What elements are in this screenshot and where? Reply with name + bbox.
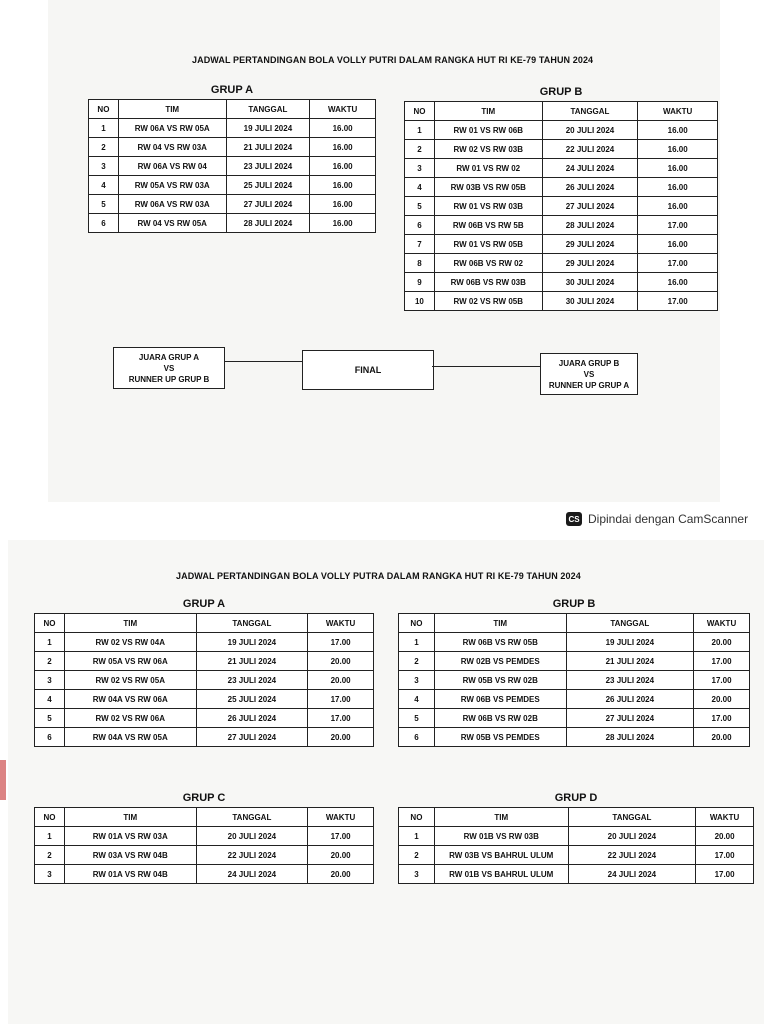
cell-no: 6	[35, 728, 65, 747]
column-header-tanggal: TANGGAL	[568, 808, 696, 827]
cell-waktu: 16.00	[310, 119, 376, 138]
cell-waktu: 20.00	[308, 846, 374, 865]
cell-no: 9	[405, 273, 435, 292]
table-row	[35, 709, 374, 728]
column-header-waktu: WAKTU	[308, 808, 374, 827]
cell-tanggal: 25 JULI 2024	[196, 690, 308, 709]
bracket-right-box	[540, 353, 638, 395]
column-header-no: NO	[399, 614, 435, 633]
column-header-tanggal: TANGGAL	[542, 102, 638, 121]
camscanner-icon: CS	[566, 512, 582, 526]
cell-tim: RW 06B VS PEMDES	[434, 690, 566, 709]
table-row	[405, 159, 718, 178]
putri-grup-b-title: GRUP B	[539, 86, 583, 98]
cell-tim: RW 06A VS RW 05A	[118, 119, 226, 138]
column-header-tanggal: TANGGAL	[196, 808, 308, 827]
column-header-no: NO	[89, 100, 119, 119]
cell-tim: RW 02 VS RW 03B	[434, 140, 542, 159]
column-header-waktu: WAKTU	[638, 102, 718, 121]
cell-tanggal: 24 JULI 2024	[542, 159, 638, 178]
table-row	[399, 652, 750, 671]
cell-waktu: 17.00	[308, 827, 374, 846]
cell-no: 1	[405, 121, 435, 140]
cell-waktu: 17.00	[308, 709, 374, 728]
cell-no: 3	[399, 865, 435, 884]
table-row	[399, 728, 750, 747]
cell-no: 5	[35, 709, 65, 728]
putri-grup-b-table	[404, 101, 718, 311]
column-header-waktu: WAKTU	[694, 614, 750, 633]
cell-waktu: 20.00	[308, 865, 374, 884]
cell-tanggal: 21 JULI 2024	[566, 652, 694, 671]
putra-title: JADWAL PERTANDINGAN BOLA VOLLY PUTRA DALAM RANGKA HUT RI KE-79 TAHUN 2024	[176, 571, 581, 581]
cell-tim: RW 01B VS BAHRUL ULUM	[434, 865, 568, 884]
column-header-tim: TIM	[118, 100, 226, 119]
cell-no: 5	[399, 709, 435, 728]
cell-waktu: 20.00	[308, 728, 374, 747]
cell-waktu: 17.00	[638, 292, 718, 311]
cell-no: 5	[405, 197, 435, 216]
cell-tim: RW 04A VS RW 05A	[64, 728, 196, 747]
cell-waktu: 16.00	[310, 214, 376, 233]
column-header-tim: TIM	[434, 808, 568, 827]
cell-waktu: 17.00	[638, 254, 718, 273]
cell-waktu: 17.00	[694, 652, 750, 671]
cell-no: 6	[405, 216, 435, 235]
cell-tim: RW 01A VS RW 03A	[64, 827, 196, 846]
cell-tanggal: 29 JULI 2024	[542, 235, 638, 254]
column-header-no: NO	[399, 808, 435, 827]
cell-no: 1	[35, 827, 65, 846]
camscanner-label: Dipindai dengan CamScanner	[588, 512, 749, 526]
cell-tim: RW 02 VS RW 06A	[64, 709, 196, 728]
cell-waktu: 17.00	[308, 690, 374, 709]
putra-grup-b-title: GRUP B	[552, 598, 596, 610]
cell-waktu: 20.00	[694, 633, 750, 652]
bracket-left-box	[113, 347, 225, 389]
cell-no: 3	[35, 865, 65, 884]
cell-waktu: 16.00	[638, 159, 718, 178]
cell-tim: RW 06B VS RW 02	[434, 254, 542, 273]
table-row	[405, 197, 718, 216]
cell-tanggal: 20 JULI 2024	[568, 827, 696, 846]
table-row	[399, 671, 750, 690]
cell-waktu: 16.00	[310, 195, 376, 214]
cell-waktu: 16.00	[638, 178, 718, 197]
cell-tim: RW 03A VS RW 04B	[64, 846, 196, 865]
cell-waktu: 17.00	[638, 216, 718, 235]
column-header-no: NO	[35, 614, 65, 633]
cell-waktu: 20.00	[694, 728, 750, 747]
cell-no: 1	[399, 633, 435, 652]
bracket-right-line-2: VS	[583, 369, 595, 379]
cell-tim: RW 06B VS RW 05B	[434, 633, 566, 652]
cell-no: 4	[35, 690, 65, 709]
cell-tim: RW 04A VS RW 06A	[64, 690, 196, 709]
cell-no: 3	[399, 671, 435, 690]
column-header-waktu: WAKTU	[310, 100, 376, 119]
cell-waktu: 17.00	[694, 671, 750, 690]
cell-tanggal: 21 JULI 2024	[226, 138, 310, 157]
bracket-right-line-3: RUNNER UP GRUP A	[548, 380, 630, 390]
cell-waktu: 17.00	[696, 865, 754, 884]
cell-waktu: 16.00	[638, 197, 718, 216]
cell-tanggal: 22 JULI 2024	[568, 846, 696, 865]
cell-tanggal: 27 JULI 2024	[196, 728, 308, 747]
table-header-row	[35, 808, 374, 827]
table-row	[35, 827, 374, 846]
table-header-row	[399, 614, 750, 633]
bracket-connector-left	[224, 361, 302, 362]
cell-tanggal: 20 JULI 2024	[542, 121, 638, 140]
cell-tim: RW 06B VS RW 02B	[434, 709, 566, 728]
cell-tanggal: 21 JULI 2024	[196, 652, 308, 671]
cell-waktu: 20.00	[308, 652, 374, 671]
putri-title: JADWAL PERTANDINGAN BOLA VOLLY PUTRI DALAM RANGKA HUT RI KE-79 TAHUN 2024	[192, 55, 594, 65]
column-header-waktu: WAKTU	[696, 808, 754, 827]
cell-tanggal: 26 JULI 2024	[566, 690, 694, 709]
table-row	[35, 633, 374, 652]
cell-tanggal: 25 JULI 2024	[226, 176, 310, 195]
table-header-row	[399, 808, 754, 827]
cell-tim: RW 06B VS RW 03B	[434, 273, 542, 292]
cell-tim: RW 05A VS RW 06A	[64, 652, 196, 671]
cell-tim: RW 01 VS RW 03B	[434, 197, 542, 216]
cell-tim: RW 06A VS RW 04	[118, 157, 226, 176]
table-row	[405, 235, 718, 254]
cell-waktu: 16.00	[638, 273, 718, 292]
cell-waktu: 17.00	[308, 633, 374, 652]
cell-tim: RW 01 VS RW 05B	[434, 235, 542, 254]
cell-tanggal: 27 JULI 2024	[542, 197, 638, 216]
cell-tim: RW 02B VS PEMDES	[434, 652, 566, 671]
cell-no: 2	[35, 652, 65, 671]
cell-no: 3	[35, 671, 65, 690]
cell-tim: RW 05B VS RW 02B	[434, 671, 566, 690]
column-header-tanggal: TANGGAL	[566, 614, 694, 633]
cell-tanggal: 29 JULI 2024	[542, 254, 638, 273]
putri-grup-a-title: GRUP A	[210, 84, 254, 96]
cell-tanggal: 19 JULI 2024	[196, 633, 308, 652]
cell-tanggal: 27 JULI 2024	[226, 195, 310, 214]
table-row	[399, 846, 754, 865]
cell-tim: RW 01A VS RW 04B	[64, 865, 196, 884]
cell-tim: RW 02 VS RW 05B	[434, 292, 542, 311]
cell-waktu: 16.00	[310, 157, 376, 176]
cell-waktu: 16.00	[638, 121, 718, 140]
table-row	[89, 119, 376, 138]
table-row	[89, 176, 376, 195]
cell-tanggal: 28 JULI 2024	[226, 214, 310, 233]
cell-tim: RW 05A VS RW 03A	[118, 176, 226, 195]
cell-no: 2	[399, 846, 435, 865]
table-row	[405, 292, 718, 311]
cell-no: 6	[89, 214, 119, 233]
table-header-row	[35, 614, 374, 633]
cell-tim: RW 03B VS BAHRUL ULUM	[434, 846, 568, 865]
table-row	[405, 216, 718, 235]
cell-tanggal: 28 JULI 2024	[566, 728, 694, 747]
table-row	[35, 690, 374, 709]
table-row	[35, 671, 374, 690]
cell-no: 2	[399, 652, 435, 671]
cell-tanggal: 22 JULI 2024	[196, 846, 308, 865]
column-header-tim: TIM	[64, 808, 196, 827]
cell-no: 1	[89, 119, 119, 138]
table-row	[89, 138, 376, 157]
table-header-row	[405, 102, 718, 121]
column-header-tanggal: TANGGAL	[226, 100, 310, 119]
cell-no: 5	[89, 195, 119, 214]
column-header-tim: TIM	[434, 614, 566, 633]
cell-tim: RW 02 VS RW 04A	[64, 633, 196, 652]
table-row	[89, 195, 376, 214]
cell-tanggal: 30 JULI 2024	[542, 292, 638, 311]
cell-no: 1	[35, 633, 65, 652]
bracket-left-line-2: VS	[163, 363, 175, 373]
putra-grup-d-table	[398, 807, 754, 884]
cell-tanggal: 23 JULI 2024	[566, 671, 694, 690]
table-row	[405, 254, 718, 273]
putra-grup-c-title: GRUP C	[182, 792, 226, 804]
putra-grup-c-table	[34, 807, 374, 884]
cell-tanggal: 26 JULI 2024	[196, 709, 308, 728]
table-row	[405, 178, 718, 197]
camscanner-watermark	[566, 512, 748, 526]
bracket-connector-right	[432, 366, 540, 367]
cell-tanggal: 26 JULI 2024	[542, 178, 638, 197]
table-row	[399, 709, 750, 728]
cell-waktu: 16.00	[310, 138, 376, 157]
cell-no: 4	[399, 690, 435, 709]
cell-tanggal: 24 JULI 2024	[196, 865, 308, 884]
putra-grup-a-table	[34, 613, 374, 747]
bracket-final-box	[302, 350, 434, 390]
cell-waktu: 16.00	[310, 176, 376, 195]
cell-tanggal: 24 JULI 2024	[568, 865, 696, 884]
bracket-right-line-1: JUARA GRUP B	[558, 358, 620, 368]
cell-no: 4	[89, 176, 119, 195]
cell-no: 1	[399, 827, 435, 846]
cell-waktu: 20.00	[696, 827, 754, 846]
putra-grup-b-table	[398, 613, 750, 747]
table-row	[399, 633, 750, 652]
bracket-final-label: FINAL	[354, 364, 382, 375]
cell-no: 2	[405, 140, 435, 159]
cell-tim: RW 03B VS RW 05B	[434, 178, 542, 197]
cell-tim: RW 06B VS RW 5B	[434, 216, 542, 235]
table-row	[405, 140, 718, 159]
cell-tanggal: 23 JULI 2024	[196, 671, 308, 690]
cell-no: 10	[405, 292, 435, 311]
cell-waktu: 16.00	[638, 140, 718, 159]
cell-tim: RW 01B VS RW 03B	[434, 827, 568, 846]
cell-no: 2	[89, 138, 119, 157]
cell-tanggal: 22 JULI 2024	[542, 140, 638, 159]
cell-tim: RW 01 VS RW 06B	[434, 121, 542, 140]
column-header-waktu: WAKTU	[308, 614, 374, 633]
cell-waktu: 20.00	[308, 671, 374, 690]
table-row	[405, 121, 718, 140]
cell-no: 7	[405, 235, 435, 254]
cell-tim: RW 02 VS RW 05A	[64, 671, 196, 690]
table-row	[35, 652, 374, 671]
table-header-row	[89, 100, 376, 119]
cell-tanggal: 30 JULI 2024	[542, 273, 638, 292]
table-row	[35, 728, 374, 747]
column-header-tim: TIM	[434, 102, 542, 121]
cell-tim: RW 01 VS RW 02	[434, 159, 542, 178]
cell-no: 6	[399, 728, 435, 747]
column-header-tanggal: TANGGAL	[196, 614, 308, 633]
cell-waktu: 17.00	[694, 709, 750, 728]
red-edge-mark	[0, 760, 6, 800]
putri-grup-a-table	[88, 99, 376, 233]
cell-waktu: 16.00	[638, 235, 718, 254]
table-row	[399, 827, 754, 846]
table-row	[35, 865, 374, 884]
cell-tim: RW 06A VS RW 03A	[118, 195, 226, 214]
column-header-no: NO	[35, 808, 65, 827]
column-header-tim: TIM	[64, 614, 196, 633]
bracket-left-line-3: RUNNER UP GRUP B	[128, 374, 210, 384]
cell-tanggal: 23 JULI 2024	[226, 157, 310, 176]
cell-no: 4	[405, 178, 435, 197]
cell-tanggal: 19 JULI 2024	[566, 633, 694, 652]
putra-grup-d-title: GRUP D	[554, 792, 598, 804]
cell-tanggal: 28 JULI 2024	[542, 216, 638, 235]
table-row	[35, 846, 374, 865]
bracket-left-line-1: JUARA GRUP A	[138, 352, 200, 362]
cell-no: 2	[35, 846, 65, 865]
table-row	[399, 690, 750, 709]
cell-waktu: 17.00	[696, 846, 754, 865]
table-row	[405, 273, 718, 292]
cell-no: 8	[405, 254, 435, 273]
cell-tanggal: 19 JULI 2024	[226, 119, 310, 138]
table-row	[89, 214, 376, 233]
table-row	[89, 157, 376, 176]
cell-tim: RW 04 VS RW 03A	[118, 138, 226, 157]
cell-tim: RW 05B VS PEMDES	[434, 728, 566, 747]
putra-grup-a-title: GRUP A	[182, 598, 226, 610]
cell-waktu: 20.00	[694, 690, 750, 709]
cell-tanggal: 27 JULI 2024	[566, 709, 694, 728]
cell-tim: RW 04 VS RW 05A	[118, 214, 226, 233]
cell-tanggal: 20 JULI 2024	[196, 827, 308, 846]
cell-no: 3	[405, 159, 435, 178]
cell-no: 3	[89, 157, 119, 176]
table-row	[399, 865, 754, 884]
column-header-no: NO	[405, 102, 435, 121]
